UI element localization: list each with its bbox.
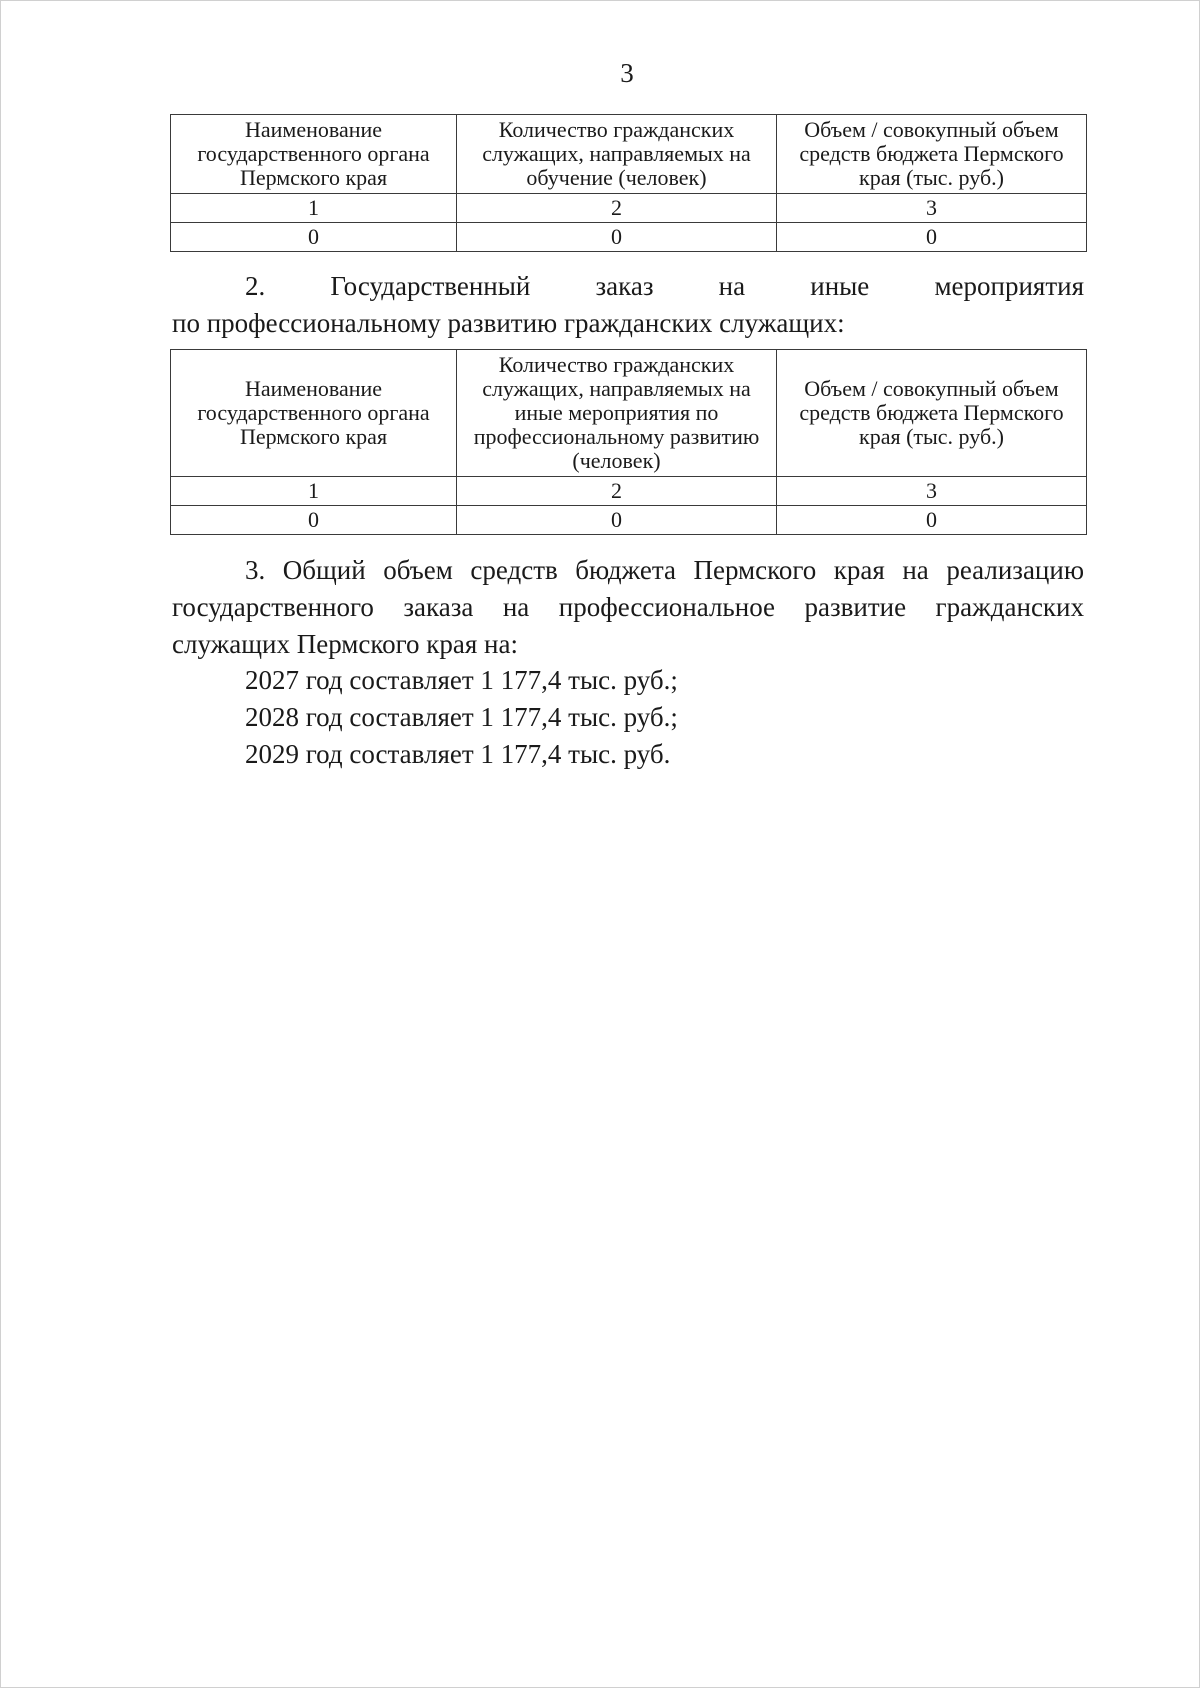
section2-heading-line1: 2. Государственный заказ на иные мероприятия — [245, 271, 1084, 301]
section3-paragraph: 3. Общий объем средств бюджета Пермского края на реализацию государственного заказа на профессиональное развитие гражданских служащих Пермского края на: — [172, 555, 1084, 659]
table-cell: 0 — [171, 223, 457, 252]
section2-heading-line2: по профессиональному развитию гражданских служащих: — [172, 308, 845, 338]
header-cell-organ: Наименование государственного органа Пермского края — [171, 350, 457, 477]
table-row — [171, 506, 1087, 535]
training-table — [170, 114, 1087, 252]
column-number-cell: 3 — [777, 194, 1087, 223]
header-cell-budget: Объем / совокупный объем средств бюджета Пермского края (тыс. руб.) — [777, 115, 1087, 194]
table-cell: 0 — [777, 506, 1087, 535]
other-events-table — [170, 349, 1087, 535]
table-column-number-row — [171, 477, 1087, 506]
page-number: 3 — [620, 58, 634, 88]
header-cell-budget: Объем / совокупный объем средств бюджета Пермского края (тыс. руб.) — [777, 350, 1087, 477]
table-cell: 0 — [457, 506, 777, 535]
table-cell: 0 — [777, 223, 1087, 252]
column-number-cell: 2 — [457, 194, 777, 223]
column-number-cell: 3 — [777, 477, 1087, 506]
table-header-row — [171, 350, 1087, 477]
table-cell: 0 — [171, 506, 457, 535]
table-header-row — [171, 115, 1087, 194]
column-number-cell: 2 — [457, 477, 777, 506]
header-cell-count: Количество гражданских служащих, направляемых на иные мероприятия по профессиональному развитию (человек) — [457, 350, 777, 477]
budget-year-line: 2028 год составляет 1 177,4 тыс. руб.; — [245, 702, 678, 732]
header-cell-count: Количество гражданских служащих, направляемых на обучение (человек) — [457, 115, 777, 194]
column-number-cell: 1 — [171, 477, 457, 506]
table-row — [171, 223, 1087, 252]
table-cell: 0 — [457, 223, 777, 252]
budget-year-line: 2027 год составляет 1 177,4 тыс. руб.; — [245, 665, 678, 695]
table-column-number-row — [171, 194, 1087, 223]
header-cell-organ: Наименование государственного органа Пермского края — [171, 115, 457, 194]
column-number-cell: 1 — [171, 194, 457, 223]
budget-year-line: 2029 год составляет 1 177,4 тыс. руб. — [245, 739, 671, 769]
